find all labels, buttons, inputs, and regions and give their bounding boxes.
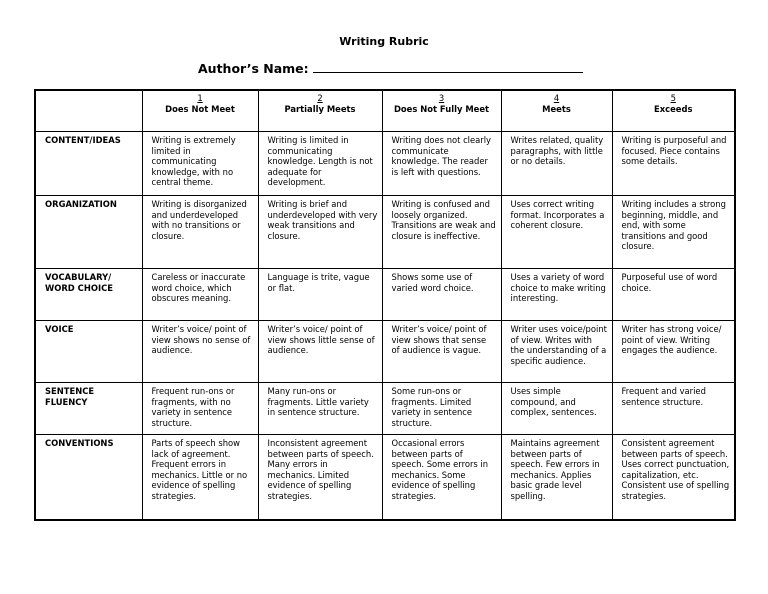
rubric-cell: Writer uses voice/point of view. Writes with the understanding of a specific audience. [501,321,612,383]
row-label: VOICE [35,321,142,383]
row-label: ORGANIZATION [35,196,142,269]
table-row-content-ideas [35,132,735,196]
rubric-cell: Writing does not clearly communicate knowledge. The reader is left with questions. [382,132,501,196]
table-row-sentence-fluency [35,383,735,435]
rubric-cell: Careless or inaccurate word choice, which obscures meaning. [142,269,258,321]
level-number: 5 [670,93,676,103]
rubric-cell: Uses a variety of word choice to make writing interesting. [501,269,612,321]
rubric-cell: Writer’s voice/ point of view shows no sense of audience. [142,321,258,383]
author-name-blank [313,61,583,73]
level-header-1 [142,90,258,132]
level-header-5 [612,90,735,132]
row-label: VOCABULARY/ WORD CHOICE [35,269,142,321]
rubric-cell: Maintains agreement between parts of speech. Few errors in mechanics. Applies basic grade level spelling. [501,435,612,521]
level-header-3 [382,90,501,132]
level-label: Exceeds [654,103,693,114]
level-number: 1 [197,93,203,103]
author-name-label: Author’s Name: [198,61,309,76]
rubric-cell: Shows some use of varied word choice. [382,269,501,321]
rubric-cell: Uses correct writing format. Incorporates a coherent closure. [501,196,612,269]
level-header-2 [258,90,382,132]
header-row [35,90,735,132]
table-row-vocabulary [35,269,735,321]
rubric-cell: Some run-ons or fragments. Limited variety in sentence structure. [382,383,501,435]
rubric-cell: Writing is limited in communicating knowledge. Length is not adequate for development. [258,132,382,196]
rubric-cell: Inconsistent agreement between parts of speech. Many errors in mechanics. Limited evidence of spelling strategies. [258,435,382,521]
rubric-cell: Writer has strong voice/ point of view. Writing engages the audience. [612,321,735,383]
rubric-cell: Writing is purposeful and focused. Piece contains some details. [612,132,735,196]
level-number: 3 [438,93,445,103]
rubric-table [34,89,736,521]
rubric-cell: Writing is extremely limited in communicating knowledge, with no central theme. [142,132,258,196]
rubric-cell: Occasional errors between parts of speech. Some errors in mechanics. Some evidence of spelling strategies. [382,435,501,521]
level-number: 2 [317,93,323,103]
rubric-cell: Many run-ons or fragments. Little variety in sentence structure. [258,383,382,435]
level-label: Does Not Fully Meet [393,103,490,114]
rubric-cell: Consistent agreement between parts of speech. Uses correct punctuation, capitalization, etc. Consistent use of spelling strategies. [612,435,735,521]
rubric-cell: Parts of speech show lack of agreement. Frequent errors in mechanics. Little or no evidence of spelling strategies. [142,435,258,521]
rubric-cell: Writing is brief and underdeveloped with very weak transitions and closure. [258,196,382,269]
rubric-cell: Frequent run-ons or fragments, with no variety in sentence structure. [142,383,258,435]
rubric-cell: Writes related, quality paragraphs, with little or no details. [501,132,612,196]
corner-cell [35,90,142,132]
table-row-conventions [35,435,735,521]
rubric-cell: Writer’s voice/ point of view shows that sense of audience is vague. [382,321,501,383]
author-name-line [198,61,583,76]
level-number: 4 [553,93,560,103]
page-title: Writing Rubric [339,35,429,48]
level-header-4 [501,90,612,132]
level-label: Meets [542,103,571,114]
rubric-cell: Writer’s voice/ point of view shows little sense of audience. [258,321,382,383]
row-label: SENTENCE FLUENCY [35,383,142,435]
row-label: CONVENTIONS [35,435,142,521]
table-row-voice [35,321,735,383]
row-label: CONTENT/IDEAS [35,132,142,196]
rubric-cell: Language is trite, vague or flat. [258,269,382,321]
table-row-organization [35,196,735,269]
rubric-cell: Writing is disorganized and underdeveloped with no transitions or closure. [142,196,258,269]
rubric-cell: Writing includes a strong beginning, middle, and end, with some transitions and good closure. [612,196,735,269]
rubric-cell: Uses simple compound, and complex, sentences. [501,383,612,435]
level-label: Partially Meets [284,103,356,114]
rubric-cell: Frequent and varied sentence structure. [612,383,735,435]
level-label: Does Not Meet [165,103,235,114]
rubric-cell: Purposeful use of word choice. [612,269,735,321]
rubric-cell: Writing is confused and loosely organized. Transitions are weak and closure is ineffective. [382,196,501,269]
